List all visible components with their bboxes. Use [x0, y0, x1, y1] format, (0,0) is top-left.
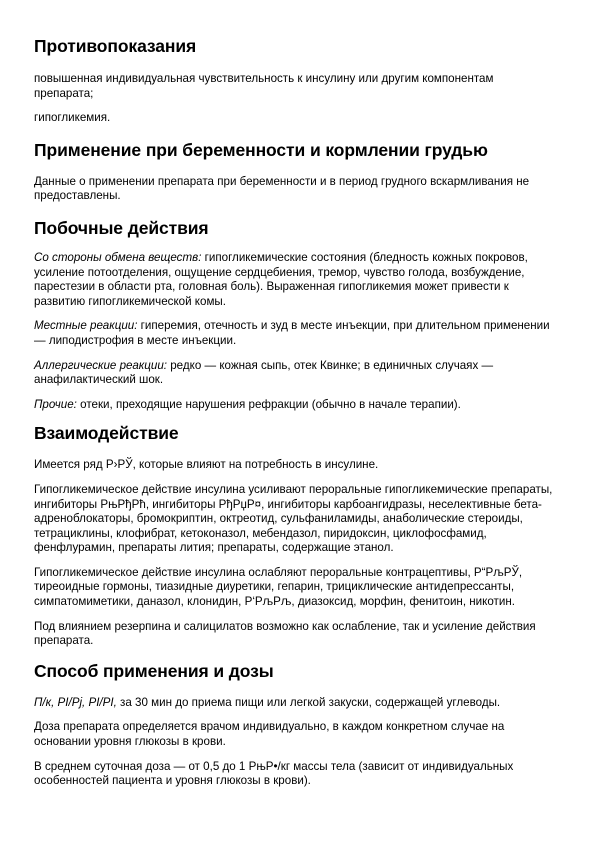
interaction-paragraph-enhancers: Гипогликемическое действие инсулина усиливают пероральные гипогликемические препараты, ингибиторы РњРђРћ, ингибиторы РђРџР¤, ингибиторы карбоангидразы, неселективные бета-адреноблокаторы, бромокриптин, октреотид, сульфаниламиды, анаболические стероиды, тетрациклины, клофибрат, кетоконазол, мебендазол, пиридоксин, циклофосфамид, фенфлурамин, препараты лития; препараты, содержащие этанол. — [34, 482, 553, 555]
side-effects-local-label: Местные реакции: — [34, 319, 138, 333]
side-effects-local — [34, 319, 555, 348]
dosage-route-label: П/к, РІ/Рј, РІ/РІ, — [34, 695, 117, 709]
section-heading-interaction: Взаимодействие — [34, 423, 179, 444]
section-heading-side-effects: Побочные действия — [34, 217, 209, 238]
side-effects-metabolic-text: гипогликемические состояния (бледность кожных покровов, усиление потоотделения, ощущение сердцебиения, тремор, чувство голода, возбуждение, парестезии в области рта, головная боль). Выраженная гипогликемия может привести к развитию гипогликемической комы. — [34, 250, 528, 308]
dosage-paragraph-daily: В среднем суточная доза — от 0,5 до 1 РњР•/кг массы тела (зависит от индивидуальных особенностей пациента и уровня глюкозы в крови). — [34, 759, 514, 788]
section-heading-contraindications: Противопоказания — [34, 36, 197, 56]
side-effects-allergic — [34, 359, 555, 388]
contraindications-item-hypoglycemia: гипогликемия. — [34, 111, 111, 125]
side-effects-allergic-label: Аллергические реакции: — [34, 358, 168, 372]
dosage-route — [34, 696, 555, 711]
section-heading-pregnancy: Применение при беременности и кормлении грудью — [34, 139, 488, 160]
side-effects-allergic-text: редко — кожная сыпь, отек Квинке; в единичных случаях — анафилактический шок. — [34, 358, 494, 387]
contraindications-item-hypersensitivity: повышенная индивидуальная чувствительность к инсулину или другим компонентам препарата; — [34, 72, 494, 100]
side-effects-metabolic-label: Со стороны обмена веществ: — [34, 250, 202, 264]
side-effects-other-text: отеки, преходящие нарушения рефракции (обычно в начале терапии). — [76, 397, 461, 411]
side-effects-other — [34, 398, 555, 413]
pregnancy-paragraph: Данные о применении препарата при беременности и в период грудного вскармливания не предоставлены. — [34, 174, 530, 203]
interaction-paragraph-reducers: Гипогликемическое действие инсулина ослабляют пероральные контрацептивы, Р“РљРЎ, тиреоидные гормоны, тиазидные диуретики, гепарин, трициклические антидепрессанты, симпатомиметики, даназол, клонидин, Р‘РљРљ, диазоксид, морфин, фенитоин, никотин. — [34, 565, 523, 609]
side-effects-metabolic — [34, 251, 555, 309]
dosage-route-text: за 30 мин до приема пищи или легкой закуски, содержащей углеводы. — [116, 695, 501, 709]
dosage-paragraph-individual: Доза препарата определяется врачом индивидуально, в каждом конкретном случае на основании уровня глюкозы в крови. — [34, 720, 505, 749]
interaction-paragraph-intro: Имеется ряд Р›РЎ, которые влияют на потребность в инсулине. — [34, 458, 379, 472]
section-heading-dosage: Способ применения и дозы — [34, 660, 274, 681]
side-effects-other-label: Прочие: — [34, 397, 77, 411]
side-effects-local-text: гиперемия, отечность и зуд в месте инъекции, при длительном применении — липодистрофия в месте инъекции. — [34, 319, 550, 347]
interaction-paragraph-reserpine: Под влиянием резерпина и салицилатов возможно как ослабление, так и усиление действия препарата. — [34, 619, 536, 648]
